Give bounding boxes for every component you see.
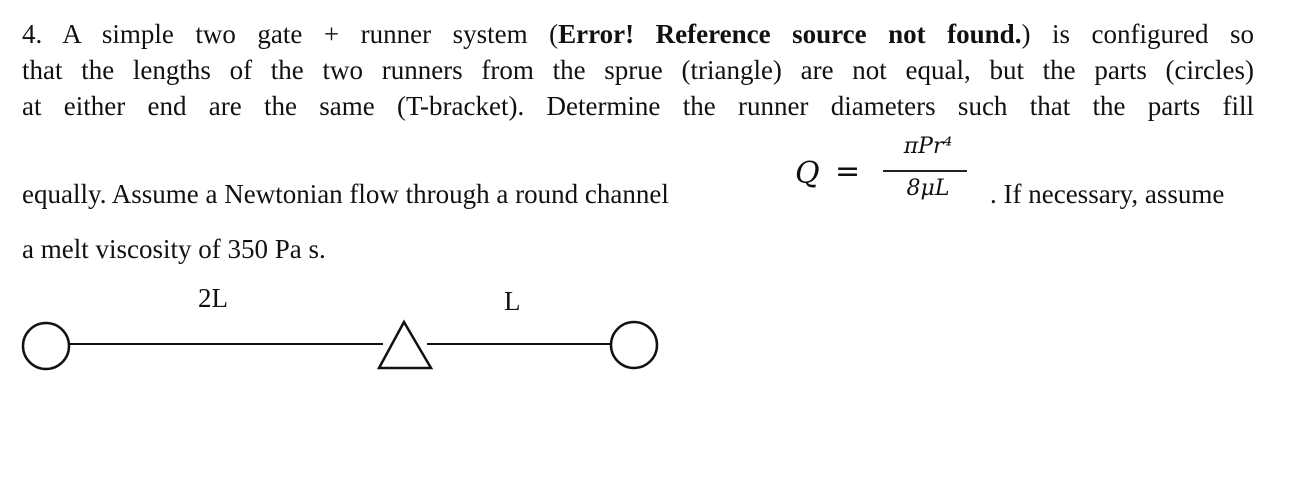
formula-denominator: 8μL xyxy=(906,176,950,201)
problem-line-2: that the lengths of the two runners from the sprue (triangle) are not equal, but the parts (circles) xyxy=(22,55,1254,85)
right-runner-label: L xyxy=(504,286,521,316)
problem-text xyxy=(22,16,1254,124)
left-part-circle xyxy=(23,323,69,369)
left-runner-label: 2L xyxy=(198,283,228,313)
formula-fraction-bar xyxy=(883,170,967,172)
formula-equals: = xyxy=(835,154,861,189)
problem-line-5: a melt viscosity of 350 Pa s. xyxy=(22,234,326,264)
runner-diagram xyxy=(0,300,700,390)
problem-line-1: 4. A simple two gate + runner system (Error! Reference source not found.) is configured so xyxy=(22,19,1254,49)
problem-line-4: equally. Assume a Newtonian flow through a round channel . If necessary, assume xyxy=(22,179,1225,209)
sprue-triangle xyxy=(379,322,431,368)
error-reference-text: Error! Reference source not found. xyxy=(558,19,1022,49)
problem-line-3: at either end are the same (T-bracket). Determine the runner diameters such that the parts fill xyxy=(22,91,1254,121)
formula-numerator: πPr⁴ xyxy=(903,134,953,159)
right-part-circle xyxy=(611,322,657,368)
poiseuille-formula xyxy=(795,134,975,218)
formula-lhs: Q xyxy=(795,156,820,191)
